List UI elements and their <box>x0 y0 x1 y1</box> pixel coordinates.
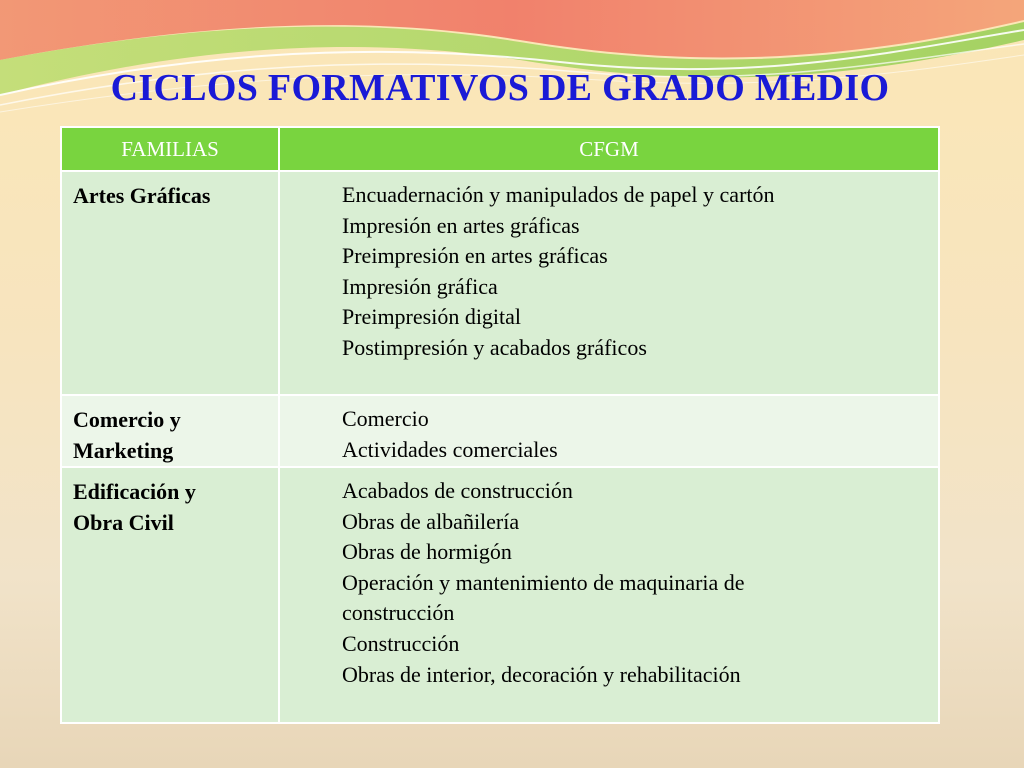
slide-title: CICLOS FORMATIVOS DE GRADO MEDIO <box>110 67 890 109</box>
cfgm-list <box>280 396 938 465</box>
familia-name <box>62 468 278 538</box>
list-item: Operación y mantenimiento de maquinaria de <box>342 569 745 595</box>
familia-line: Comercio y <box>73 407 181 432</box>
list-item: construcción <box>342 600 455 626</box>
list-item: Impresión gráfica <box>342 273 498 299</box>
familia-cell <box>61 395 279 467</box>
cfgm-table <box>60 126 940 724</box>
list-item: Comercio <box>342 406 429 431</box>
cfgm-list <box>280 172 938 364</box>
header-cfgm: CFGM <box>279 127 939 171</box>
list-item: Obras de interior, decoración y rehabilitación <box>342 661 741 687</box>
familia-cell <box>61 467 279 723</box>
table-header-row <box>61 127 939 171</box>
familia-name <box>62 396 278 466</box>
familia-name <box>62 172 278 211</box>
table-row <box>61 395 939 467</box>
list-item: Preimpresión digital <box>342 304 522 330</box>
cfgm-cell <box>279 467 939 723</box>
list-item: Obras de hormigón <box>342 539 512 565</box>
list-item: Postimpresión y acabados gráficos <box>342 334 647 360</box>
cfgm-cell <box>279 171 939 395</box>
list-item: Acabados de construcción <box>342 478 573 503</box>
familia-cell <box>61 171 279 395</box>
header-familias: FAMILIAS <box>61 127 279 171</box>
table-row <box>61 467 939 723</box>
familia-line: Obra Civil <box>73 510 174 535</box>
familia-line: Marketing <box>73 438 174 463</box>
list-item: Obras de albañilería <box>342 508 520 534</box>
cfgm-cell <box>279 395 939 467</box>
list-item: Construcción <box>342 630 460 656</box>
familia-line: Artes Gráficas <box>73 183 211 208</box>
cfgm-list <box>280 468 938 690</box>
table-row <box>61 171 939 395</box>
list-item: Encuadernación y manipulados de papel y cartón <box>342 182 775 207</box>
list-item: Impresión en artes gráficas <box>342 212 580 238</box>
list-item: Actividades comerciales <box>342 436 558 462</box>
list-item: Preimpresión en artes gráficas <box>342 243 608 269</box>
familia-line: Edificación y <box>73 479 196 504</box>
